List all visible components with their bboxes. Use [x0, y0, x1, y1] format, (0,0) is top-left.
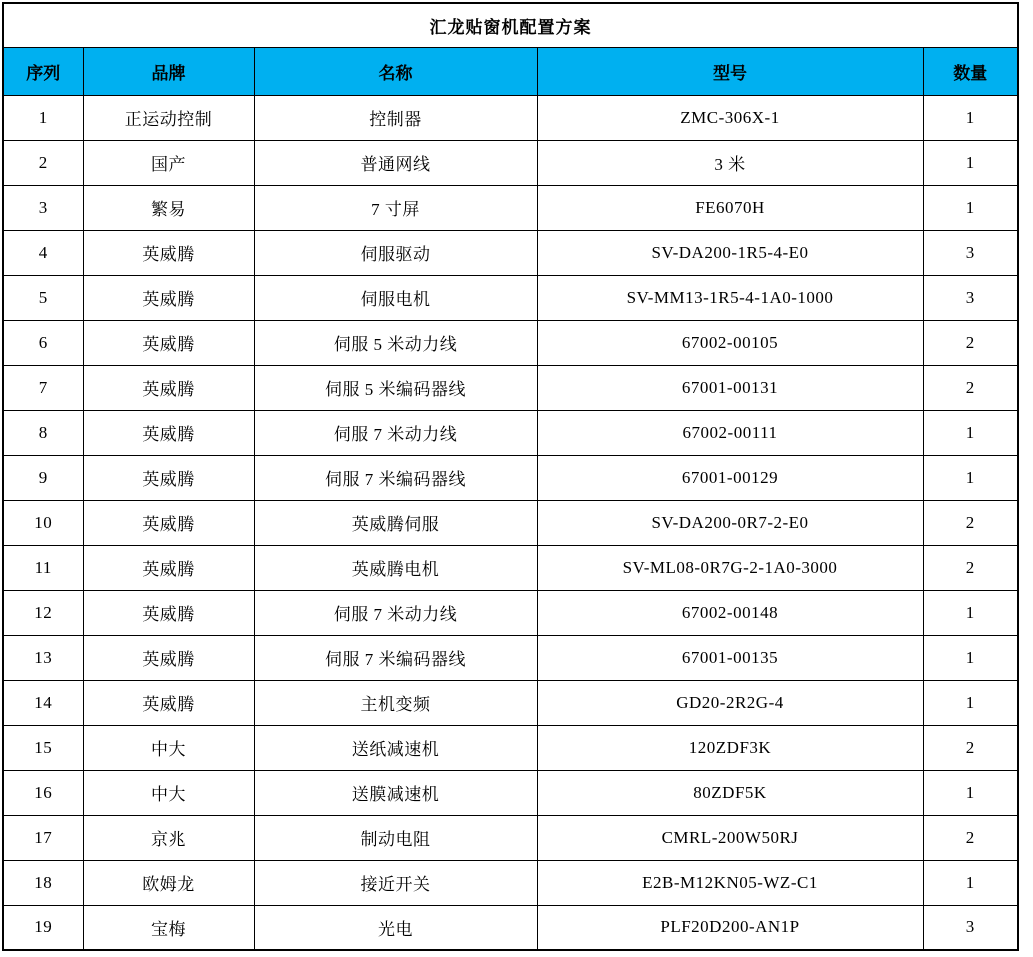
cell-model: 67001-00131	[537, 365, 923, 410]
cell-name: 伺服 7 米编码器线	[254, 635, 537, 680]
table-row	[3, 320, 1018, 365]
cell-model: SV-DA200-0R7-2-E0	[537, 500, 923, 545]
cell-brand: 京兆	[83, 815, 254, 860]
cell-name: 7 寸屏	[254, 185, 537, 230]
cell-qty: 1	[923, 410, 1018, 455]
cell-seq: 9	[3, 455, 83, 500]
cell-model: 120ZDF3K	[537, 725, 923, 770]
cell-seq: 8	[3, 410, 83, 455]
cell-model: SV-MM13-1R5-4-1A0-1000	[537, 275, 923, 320]
cell-model: ZMC-306X-1	[537, 95, 923, 140]
table-row	[3, 95, 1018, 140]
cell-qty: 1	[923, 770, 1018, 815]
cell-name: 伺服 5 米编码器线	[254, 365, 537, 410]
cell-brand: 繁易	[83, 185, 254, 230]
cell-brand: 英威腾	[83, 635, 254, 680]
cell-seq: 15	[3, 725, 83, 770]
cell-brand: 中大	[83, 725, 254, 770]
table-row	[3, 725, 1018, 770]
cell-seq: 4	[3, 230, 83, 275]
cell-seq: 12	[3, 590, 83, 635]
cell-brand: 英威腾	[83, 410, 254, 455]
cell-seq: 10	[3, 500, 83, 545]
cell-model: 80ZDF5K	[537, 770, 923, 815]
table-row	[3, 635, 1018, 680]
cell-model: 67002-00105	[537, 320, 923, 365]
table-header-row	[3, 47, 1018, 95]
cell-qty: 1	[923, 590, 1018, 635]
table-row	[3, 590, 1018, 635]
cell-seq: 18	[3, 860, 83, 905]
table-row	[3, 680, 1018, 725]
cell-seq: 17	[3, 815, 83, 860]
cell-model: 67002-00111	[537, 410, 923, 455]
cell-qty: 3	[923, 230, 1018, 275]
cell-seq: 7	[3, 365, 83, 410]
table-row	[3, 230, 1018, 275]
cell-qty: 1	[923, 680, 1018, 725]
cell-name: 英威腾电机	[254, 545, 537, 590]
cell-seq: 14	[3, 680, 83, 725]
cell-name: 制动电阻	[254, 815, 537, 860]
cell-name: 接近开关	[254, 860, 537, 905]
cell-qty: 2	[923, 545, 1018, 590]
config-table	[2, 2, 1019, 951]
table-row	[3, 770, 1018, 815]
table-body	[3, 95, 1018, 950]
table-title: 汇龙贴窗机配置方案	[3, 3, 1018, 47]
cell-qty: 1	[923, 860, 1018, 905]
cell-qty: 2	[923, 320, 1018, 365]
cell-seq: 5	[3, 275, 83, 320]
cell-name: 伺服 7 米动力线	[254, 590, 537, 635]
cell-seq: 3	[3, 185, 83, 230]
cell-seq: 19	[3, 905, 83, 950]
cell-qty: 2	[923, 500, 1018, 545]
col-header-qty: 数量	[923, 47, 1018, 95]
col-header-brand: 品牌	[83, 47, 254, 95]
cell-qty: 1	[923, 95, 1018, 140]
table-row	[3, 140, 1018, 185]
cell-brand: 英威腾	[83, 455, 254, 500]
cell-model: FE6070H	[537, 185, 923, 230]
cell-qty: 3	[923, 905, 1018, 950]
table-row	[3, 185, 1018, 230]
cell-brand: 英威腾	[83, 680, 254, 725]
cell-seq: 11	[3, 545, 83, 590]
cell-brand: 英威腾	[83, 365, 254, 410]
cell-seq: 16	[3, 770, 83, 815]
cell-name: 伺服 5 米动力线	[254, 320, 537, 365]
cell-brand: 宝梅	[83, 905, 254, 950]
col-header-model: 型号	[537, 47, 923, 95]
cell-qty: 1	[923, 455, 1018, 500]
cell-seq: 6	[3, 320, 83, 365]
table-row	[3, 905, 1018, 950]
cell-qty: 2	[923, 815, 1018, 860]
cell-qty: 1	[923, 185, 1018, 230]
cell-brand: 英威腾	[83, 320, 254, 365]
table-title-row	[3, 3, 1018, 47]
table-row	[3, 500, 1018, 545]
cell-name: 伺服驱动	[254, 230, 537, 275]
cell-seq: 13	[3, 635, 83, 680]
table-row	[3, 275, 1018, 320]
col-header-name: 名称	[254, 47, 537, 95]
table-row	[3, 545, 1018, 590]
table-row	[3, 410, 1018, 455]
cell-qty: 2	[923, 725, 1018, 770]
cell-qty: 1	[923, 140, 1018, 185]
cell-model: SV-DA200-1R5-4-E0	[537, 230, 923, 275]
table-row	[3, 860, 1018, 905]
cell-model: SV-ML08-0R7G-2-1A0-3000	[537, 545, 923, 590]
cell-brand: 中大	[83, 770, 254, 815]
cell-model: 67001-00129	[537, 455, 923, 500]
cell-brand: 英威腾	[83, 275, 254, 320]
cell-model: CMRL-200W50RJ	[537, 815, 923, 860]
cell-name: 主机变频	[254, 680, 537, 725]
cell-model: 67002-00148	[537, 590, 923, 635]
cell-name: 送膜减速机	[254, 770, 537, 815]
cell-brand: 正运动控制	[83, 95, 254, 140]
cell-model: GD20-2R2G-4	[537, 680, 923, 725]
cell-name: 伺服电机	[254, 275, 537, 320]
cell-name: 光电	[254, 905, 537, 950]
cell-name: 控制器	[254, 95, 537, 140]
cell-name: 伺服 7 米动力线	[254, 410, 537, 455]
cell-brand: 英威腾	[83, 590, 254, 635]
cell-model: 3 米	[537, 140, 923, 185]
cell-brand: 国产	[83, 140, 254, 185]
cell-qty: 2	[923, 365, 1018, 410]
cell-name: 伺服 7 米编码器线	[254, 455, 537, 500]
cell-brand: 英威腾	[83, 500, 254, 545]
cell-seq: 1	[3, 95, 83, 140]
cell-qty: 1	[923, 635, 1018, 680]
cell-model: PLF20D200-AN1P	[537, 905, 923, 950]
cell-brand: 英威腾	[83, 545, 254, 590]
col-header-seq: 序列	[3, 47, 83, 95]
cell-name: 英威腾伺服	[254, 500, 537, 545]
cell-seq: 2	[3, 140, 83, 185]
cell-brand: 欧姆龙	[83, 860, 254, 905]
cell-name: 送纸减速机	[254, 725, 537, 770]
table-row	[3, 815, 1018, 860]
cell-name: 普通网线	[254, 140, 537, 185]
table-row	[3, 455, 1018, 500]
cell-brand: 英威腾	[83, 230, 254, 275]
cell-qty: 3	[923, 275, 1018, 320]
cell-model: E2B-M12KN05-WZ-C1	[537, 860, 923, 905]
cell-model: 67001-00135	[537, 635, 923, 680]
table-row	[3, 365, 1018, 410]
